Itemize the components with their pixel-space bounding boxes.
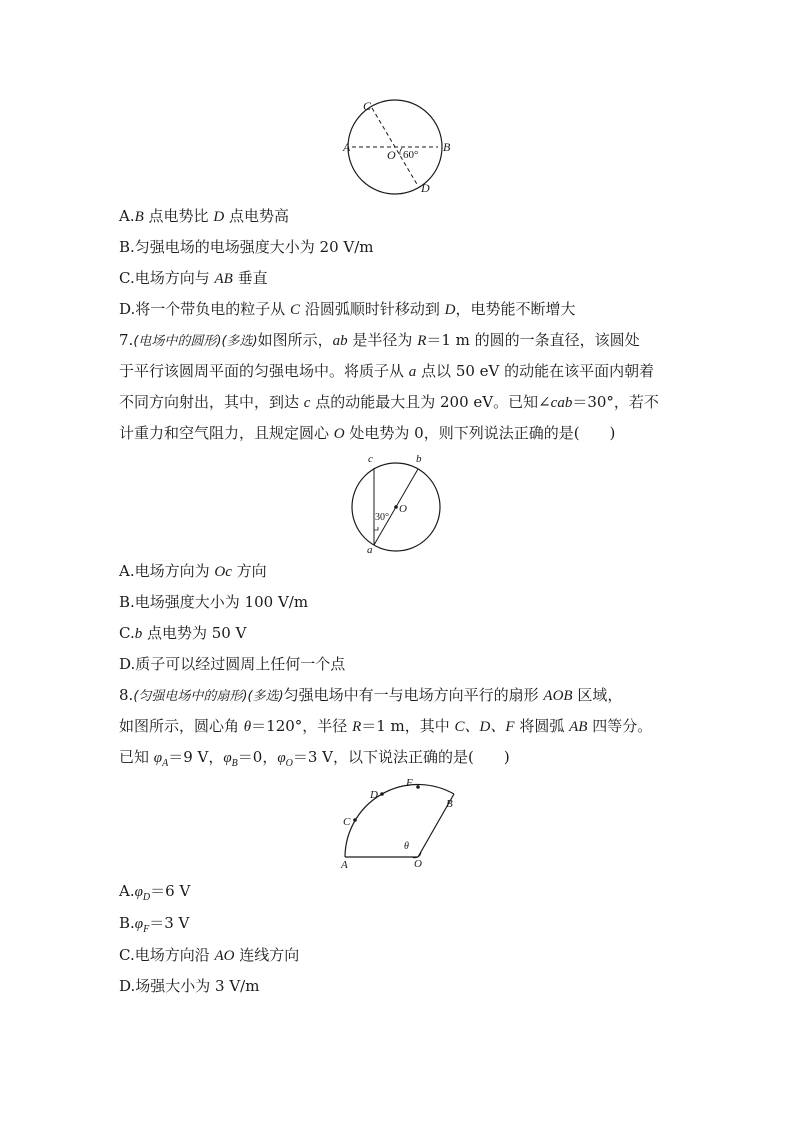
label-angle: 30° — [375, 512, 389, 523]
q6-option-b[interactable]: B.匀强电场的电场强度大小为 20 V/m — [119, 238, 374, 256]
q6-option-a[interactable]: A.B 点电势比 D 点电势高 — [119, 207, 289, 225]
label-o: O — [414, 858, 422, 870]
label-f: F — [406, 777, 413, 789]
q7-option-c[interactable]: C.b 点电势为 50 V — [119, 624, 247, 642]
label-b: B — [443, 140, 451, 154]
q8-option-c[interactable]: C.电场方向沿 AO 连线方向 — [119, 946, 300, 964]
q7-stem-line-3: 不同方向射出，其中，到达 c 点的动能最大且为 200 eV。已知∠cab＝30°，若不 — [119, 393, 659, 411]
q8-stem-line-1: 8.(匀强电场中的扇形)(多选)匀强电场中有一与电场方向平行的扇形 AOB 区域， — [119, 686, 623, 704]
label-d: D — [421, 181, 430, 195]
figure-circle-ab-cd — [330, 92, 460, 202]
point-f — [416, 785, 420, 789]
angle-mark — [374, 527, 378, 530]
label-angle: 60° — [403, 149, 419, 161]
q8-option-b[interactable]: $B.\varphi_F=3$ V — [119, 914, 190, 935]
q7-option-d[interactable]: D.质子可以经过圆周上任何一个点 — [119, 655, 346, 673]
q6-option-d[interactable]: D.将一个带负电的粒子从 C 沿圆弧顺时针移动到 D，电势能不断增大 — [119, 300, 576, 318]
q8-option-a[interactable]: $A.\varphi_D=6$ V — [119, 882, 191, 903]
label-a: a — [367, 544, 373, 556]
q7-stem-line-1: 7.(电场中的圆形)(多选)如图所示，ab 是半径为 R＝1 m 的圆的一条直径，该圆处 — [119, 331, 640, 349]
label-a: A — [341, 859, 348, 871]
q8-option-d[interactable]: D.场强大小为 3 V/m — [119, 977, 260, 995]
label-o: O — [399, 503, 407, 515]
q7-option-b[interactable]: B.电场强度大小为 100 V/m — [119, 593, 309, 611]
label-o: O — [387, 148, 396, 162]
figure-circle-abc — [345, 450, 455, 558]
arc-ab — [345, 785, 454, 857]
figure-sector-aob — [335, 775, 465, 872]
q6-option-c[interactable]: C.电场方向与 AB 垂直 — [119, 269, 268, 287]
label-a: A — [343, 140, 351, 154]
label-d: D — [370, 789, 378, 801]
label-b: b — [416, 453, 422, 465]
q7-option-a[interactable]: A.电场方向为 Oc 方向 — [119, 562, 267, 580]
point-d — [380, 792, 384, 796]
label-c: C — [363, 99, 372, 113]
label-c: C — [343, 816, 351, 828]
label-c: c — [368, 453, 373, 465]
q7-stem-line-4: 计重力和空气阻力，且规定圆心 O 处电势为 0，则下列说法正确的是( ) — [119, 424, 616, 442]
point-c — [353, 818, 357, 822]
q8-stem-line-3: 已知 $\varphi_A=9$ V，$\varphi_B=0$，$\varphi_O=3$ V，以下说法正确的是( ) — [119, 748, 510, 769]
label-theta: θ — [404, 841, 409, 852]
angle-arc — [400, 148, 402, 155]
center-dot — [394, 505, 398, 509]
label-b: B — [446, 798, 453, 810]
q8-stem-line-2: 如图所示，圆心角 θ＝120°，半径 R＝1 m，其中 C、D、F 将圆弧 AB 四等分。 — [119, 717, 653, 735]
q7-stem-line-2: 于平行该圆周平面的匀强电场中。将质子从 a 点以 50 eV 的动能在该平面内朝着 — [119, 362, 655, 380]
